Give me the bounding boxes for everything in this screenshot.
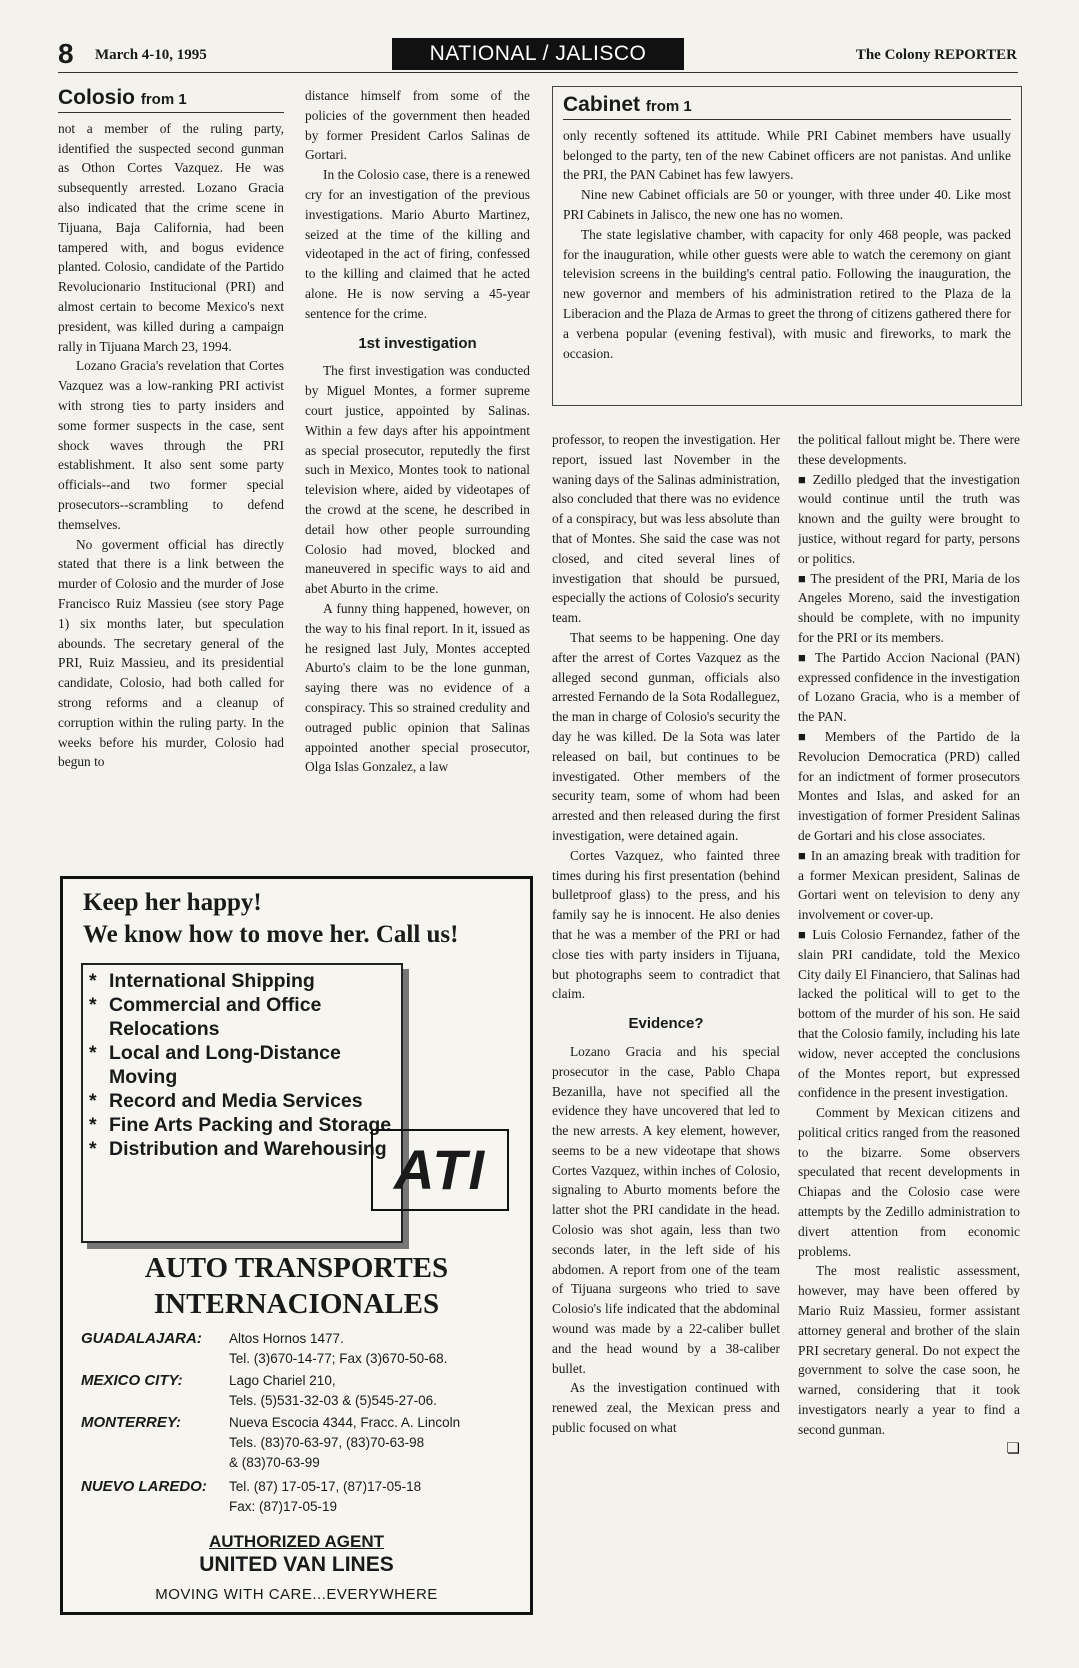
paragraph: Nine new Cabinet officials are 50 or younger, with three under 40. Like most PRI Cabinets in Jalisco, the new one has no women. [563, 187, 1011, 222]
paragraph: Comment by Mexican citizens and political critics ranged from the reasoned to the bizarre. Some observers speculated that recent developments in Chiapas and the Colosio case were attempts by the Zedillo administration to divert attention from economic problems. [798, 1105, 1020, 1259]
colosio-jump-headline: Colosio from 1 [58, 88, 284, 113]
paragraph: The state legislative chamber, with capacity for only 468 people, was packed for the inauguration, while other guests were able to watch the ceremony on giant television screens in the building's central patio. Following the inauguration, the new governor and members of his administration retired to the Plaza de la Liberacion and the Plaza de Armas to greet the throng of citizens gathered there for a verbena popular (evening festival), with music and fireworks, to mark the occasion. [563, 226, 1011, 361]
services-box [81, 963, 403, 1243]
section-banner: NATIONAL / JALISCO [392, 38, 684, 70]
office-monterrey: MONTERREY: Nueva Escocia 4344, Fracc. A. Lincoln Tels. (83)70-63-97, (83)70-63-98 & (83)70-63-99 [81, 1414, 461, 1470]
paragraph: Cortes Vazquez, who fainted three times during his first presentation (behind bulletproof glass) to the press, and his family say he is innocent. He also denies that he was a member of the PRI or had close ties with party insiders in Tijuana, but photographs seem to contradict that claim. [552, 847, 780, 1002]
office-guadalajara: GUADALAJARA: Altos Hornos 1477. Tel. (3)670-14-77; Fax (3)670-50-68. [81, 1330, 448, 1366]
bullet-item: ■ The Partido Accion Nacional (PAN) expressed confidence in the investigation of Lozano Gracia, who is a member of the PAN. [798, 648, 1020, 727]
subhead-evidence: Evidence? [628, 1015, 704, 1033]
paragraph: Lozano Gracia's revelation that Cortes Vazquez was a low-ranking PRI activist with strong ties to party insiders and some former suspects in the case, sent shock waves through the PRI establishment. It also sent some party officials--and two former special prosecutors--scrambling to defend themselves. [58, 358, 284, 532]
bullet-item: ■ Luis Colosio Fernandez, father of the slain PRI candidate, told the Mexico City daily El Financiero, that Salinas had lacked the political will to get to the bottom of the murder of his son. He said that the Colosio family, including his late widow, never accepted the conclusions of the Montes report, but expressed confidence in the present investigation. [798, 925, 1020, 1103]
colosio-column-4 [798, 430, 1020, 1615]
service-item: * Distribution and Warehousing [83, 1137, 401, 1161]
colosio-column-3 [552, 430, 780, 1615]
service-item: * Record and Media Services [83, 1089, 401, 1113]
paragraph: As the investigation continued with renewed zeal, the Mexican press and public focused on what [552, 1380, 780, 1436]
service-item: * International Shipping [83, 969, 401, 993]
bullet-item: ■ In an amazing break with tradition for a former Mexican president, Salinas de Gortari went on television to deny any involvement or cover-up. [798, 846, 1020, 925]
cabinet-story-box [552, 86, 1022, 406]
paragraph: professor, to reopen the investigation. Her report, issued last November in the waning days of the Salinas administration, also concluded that there was no evidence of a conspiracy, but was less absolute than that of Montes. She said the case was not closed, and cited several lines of investigation that should be pursued, especially the actions of Colosio's security team. [552, 432, 780, 626]
bullet-item: ■ The president of the PRI, Maria de los Angeles Moreno, said the investigation should be complete, with no impunity for the PRI or its members. [798, 569, 1020, 648]
paragraph: not a member of the ruling party, identified the suspected second gunman as Othon Cortes Vazquez. He was subsequently arrested. Lozano Gracia also indicated that the crime scene in Tijuana, Baja California, had been tampered with, and bogus evidence planted. Colosio, candidate of the Partido Revolucionario Institucional (PRI) and almost certain to become Mexico's next president, was killed during a campaign rally in Tijuana March 23, 1994. [58, 120, 284, 354]
cabinet-jump-headline: Cabinet from 1 [563, 95, 1011, 120]
end-mark: ❏ [1006, 1440, 1020, 1457]
agent-name: UNITED VAN LINES [199, 1553, 394, 1576]
paragraph: only recently softened its attitude. While PRI Cabinet members have usually belonged to the party, ten of the new Cabinet officers are not panistas. And unlike the PRI, the PAN Cabinet has few lawyers. [563, 127, 1011, 183]
paragraph: The most realistic assessment, however, may have been offered by Mario Ruiz Massieu, former assistant attorney general and brother of the slain PRI secretary general. Do not expect the government to solve the case soon, he warned, considering that it took investigators nearly a year to find a second gunman. [798, 1263, 1020, 1437]
ad-slogan-2: We know how to move her. Call us! [83, 921, 459, 948]
ad-slogan-1: Keep her happy! [83, 889, 262, 916]
company-name-line-2: INTERNACIONALES [153, 1288, 440, 1320]
ati-advertisement [60, 876, 533, 1615]
paragraph: Lozano Gracia and his special prosecutor in the case, Pablo Chapa Bezanilla, have not specified all the evidence they have uncovered that led to the new arrests. A key element, however, seems to be a new videotape that shows Cortes Vazquez, within inches of Colosio, signaling to Aburto moments before the latter shot the PRI candidate in the head. Colosio was shot again, less than two seconds later, in the left side of his abdomen. A report from one of the team of Tijuana surgeons who tried to save Colosio's life indicated that the abdominal wound was made by a 22-caliber bullet and the head wound by a 38-caliber bullet. [552, 1043, 780, 1376]
company-name-line-1: AUTO TRANSPORTES [144, 1252, 449, 1284]
ati-logo: ATI [371, 1129, 509, 1211]
office-nuevo-laredo: NUEVO LAREDO: Tel. (87) 17-05-17, (87)17-05-18 Fax: (87)17-05-19 [81, 1478, 422, 1514]
page-number: 8 [58, 38, 74, 69]
ad-tagline: MOVING WITH CARE...EVERYWHERE [155, 1586, 438, 1603]
colosio-column-1 [58, 88, 284, 868]
issue-date: March 4-10, 1995 [95, 47, 207, 63]
bullet-item: ■ Zedillo pledged that the investigation would continue until the truth was known and the guilty were brought to justice, without regard for party, persons or politics. [798, 470, 1020, 569]
office-mexico-city: MEXICO CITY: Lago Chariel 210, Tels. (5)531-32-03 & (5)545-27-06. [81, 1372, 437, 1408]
colosio-column-2 [305, 86, 530, 868]
paragraph: distance himself from some of the policies of the government then headed by former President Carlos Salinas de Gortari. [305, 88, 530, 163]
paragraph: That seems to be happening. One day after the arrest of Cortes Vazquez as the alleged second gunman, officials also arrested Fernando de la Sota Rodalleguez, the man in charge of Colosio's security the day he was killed. De la Sota was later released on bail, but continues to be investigated. Other members of the security team, some of whom had been arrested and then released during the first investigation, were detained again. [552, 629, 780, 843]
paragraph: The first investigation was conducted by Miguel Montes, a former supreme court justice, appointed by Salinas. Within a few days after his appointment as special prosecutor, reputedly the first such in Mexico, Montes took to national television where, aided by videotapes of the crowd at the scene, he described in detail how other people surrounding Colosio had moved, blocked and maneuvered in specific ways to aid and abet Aburto in the crime. [305, 363, 530, 597]
paragraph: the political fallout might be. There were these developments. [798, 432, 1020, 467]
subhead-1st-investigation: 1st investigation [358, 334, 477, 352]
service-item: * Commercial and Office Relocations [83, 993, 401, 1041]
service-item: * Local and Long-Distance Moving [83, 1041, 401, 1089]
paragraph: A funny thing happened, however, on the way to his final report. In it, issued as he resigned last July, Montes accepted Aburto's claim to be the lone gunman, saying there was no evidence of a conspiracy. This so strained credulity and outraged public opinion that Salinas appointed another special prosecutor, Olga Islas Gonzalez, a law [305, 600, 530, 775]
paragraph: In the Colosio case, there is a renewed cry for an investigation of the previous investigations. Mario Aburto Martinez, seized at the time of the killing and videotaped in the act of firing, confessed to the killing and claimed that he acted alone. He is now serving a 45-year sentence for the crime. [305, 167, 530, 321]
header-rule [58, 72, 1018, 73]
service-item: * Fine Arts Packing and Storage [83, 1113, 401, 1137]
paragraph: No goverment official has directly stated that there is a link between the murder of Colosio and the murder of Jose Francisco Ruiz Massieu (see story Page 1) six months later, but speculation abounds. The secretary general of the PRI, Ruiz Massieu, and its presidential candidate, Colosio, had both called for strong reforms and a cleanup of corruption within the ruling party. In the weeks before his murder, Colosio had begun to [58, 536, 284, 770]
authorized-agent-label: AUTHORIZED AGENT [208, 1532, 385, 1551]
bullet-item: ■ Members of the Partido de la Revolucion Democratica (PRD) called for an indictment of former prosecutors Montes and Islas, and asked for an investigation of former President Salinas de Gortari and his close associates. [798, 727, 1020, 846]
publication-name: The Colony REPORTER [855, 47, 1017, 63]
